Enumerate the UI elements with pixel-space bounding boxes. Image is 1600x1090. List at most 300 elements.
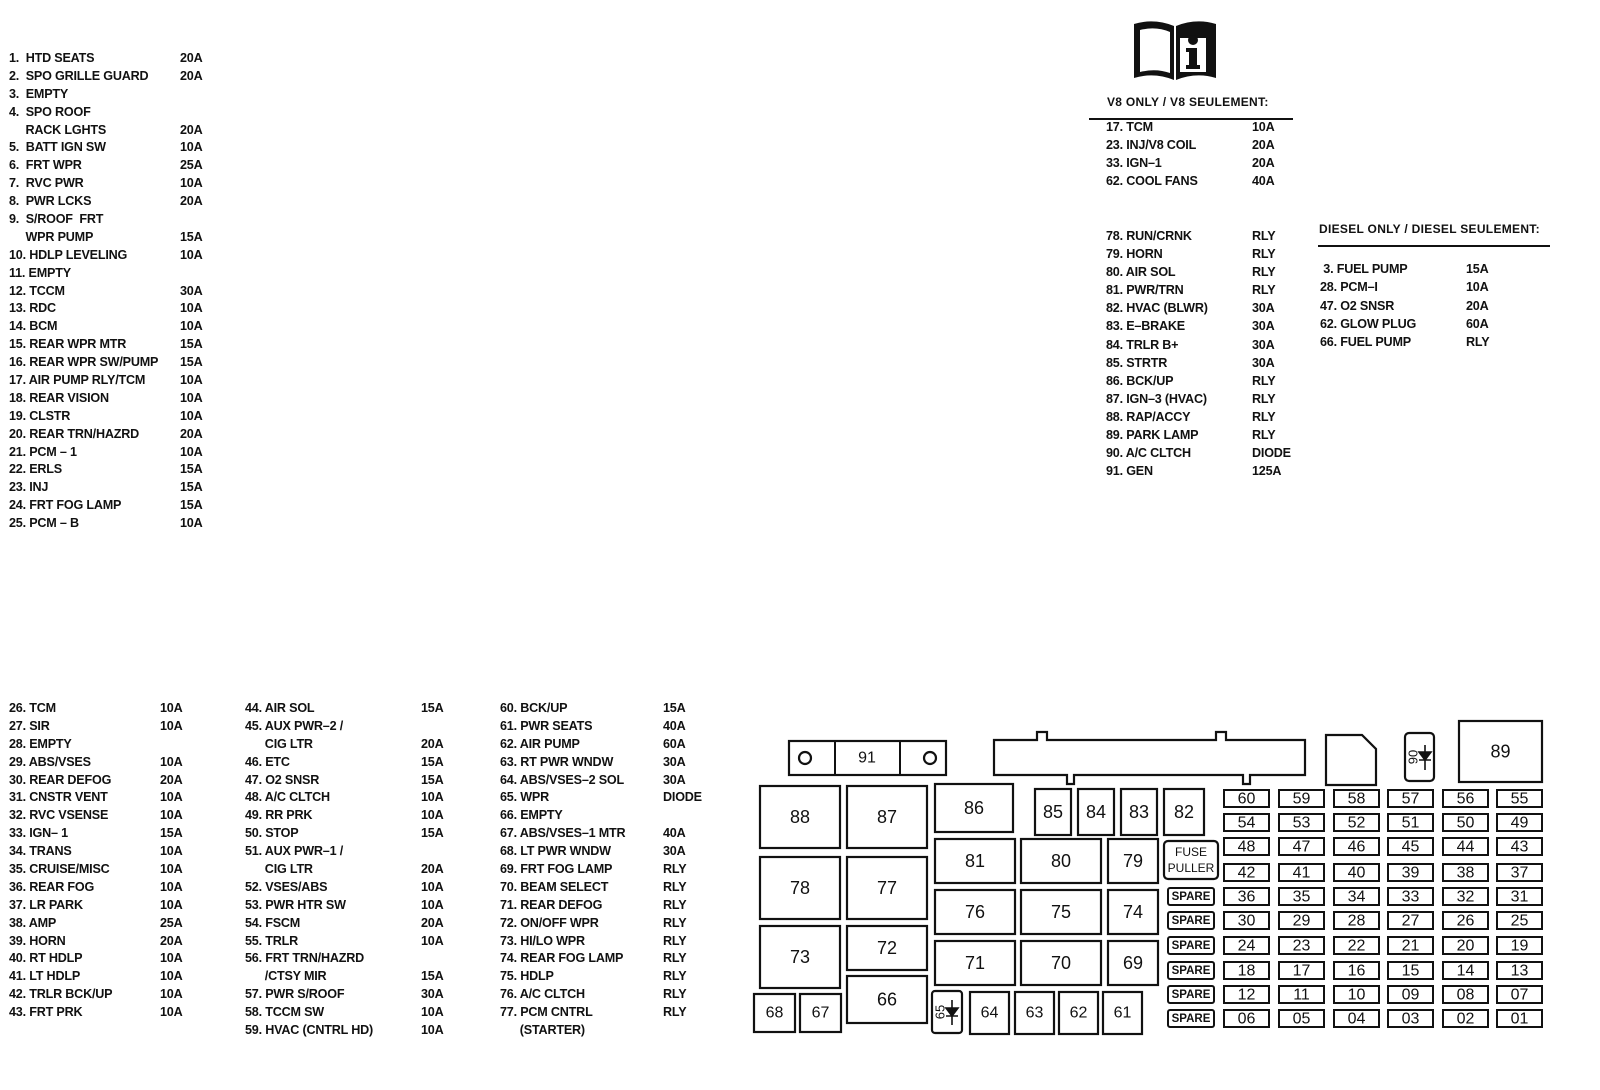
fuse-number-24: 24 xyxy=(1237,937,1256,955)
fuse-puller-label: PULLER xyxy=(1167,861,1215,875)
fuse-number-16: 16 xyxy=(1347,962,1366,980)
fuse-label: 47. O2 SNSR xyxy=(245,772,320,787)
fuse-rating: 10A xyxy=(180,140,203,155)
fuse-rating: 20A xyxy=(160,772,183,787)
fuse-label: 38. AMP xyxy=(9,915,57,930)
fuse-rating: 20A xyxy=(1252,138,1275,153)
fuse-label: 5. BATT IGN SW xyxy=(9,140,106,155)
relay-label-70: 70 xyxy=(1050,953,1072,973)
fuse-rating: 20A xyxy=(1466,298,1489,313)
fuse-rating: 30A xyxy=(1252,355,1275,370)
fuse-label: 60. BCK/UP xyxy=(500,701,568,715)
fuse-label: 4. SPO ROOF xyxy=(9,104,91,119)
relay-label-67: 67 xyxy=(811,1004,830,1022)
fuse-rating: 15A xyxy=(663,701,686,715)
fuse-label: 78. RUN/CRNK xyxy=(1106,229,1192,243)
fuse-label: RACK LGHTS xyxy=(9,122,107,137)
fuse-label: 29. ABS/VSES xyxy=(9,754,91,769)
fuse-label: 66. EMPTY xyxy=(500,808,563,823)
relay-label-74: 74 xyxy=(1122,902,1144,922)
fuse-rating: 10A xyxy=(160,987,183,1002)
relay-socket xyxy=(1326,735,1376,785)
fuse-label: 45. AUX PWR–2 / xyxy=(245,718,344,733)
fuse-rating: 10A xyxy=(180,319,203,334)
fuse-number-12: 12 xyxy=(1237,986,1256,1004)
fuse-label: 55. TRLR xyxy=(245,933,298,948)
fuse-label: 85. STRTR xyxy=(1106,355,1168,370)
fuse-label: 7. RVC PWR xyxy=(9,176,84,191)
fuse-label: 87. IGN–3 (HVAC) xyxy=(1106,391,1207,406)
fuse-label: 3. FUEL PUMP xyxy=(1320,262,1408,276)
terminal-stud xyxy=(924,752,936,764)
fuse-number-36: 36 xyxy=(1237,888,1256,906)
fuse-rating: 10A xyxy=(1252,120,1275,134)
fuse-rating: RLY xyxy=(1252,247,1276,262)
fuse-rating: RLY xyxy=(1252,391,1276,406)
fuse-label: 25. PCM – B xyxy=(9,516,79,531)
fuse-number-28: 28 xyxy=(1347,912,1366,930)
fuse-rating: 15A xyxy=(421,754,444,769)
fuse-label: 58. TCCM SW xyxy=(245,1005,324,1020)
fuse-number-07: 07 xyxy=(1510,986,1529,1004)
fuse-number-54: 54 xyxy=(1237,814,1256,832)
fuse-label: 17. TCM xyxy=(1106,120,1153,134)
fuse-rating: 30A xyxy=(663,844,686,859)
fuse-label: 16. REAR WPR SW/PUMP xyxy=(9,355,159,370)
fuse-label: 27. SIR xyxy=(9,718,50,733)
fuse-label: 61. PWR SEATS xyxy=(500,718,593,733)
fuse-label: 17. AIR PUMP RLY/TCM xyxy=(9,373,146,388)
fuse-number-57: 57 xyxy=(1401,790,1420,808)
fuse-label: 42. TRLR BCK/UP xyxy=(9,987,113,1002)
fuse-label: 59. HVAC (CNTRL HD) xyxy=(245,1023,373,1038)
fuse-number-10: 10 xyxy=(1347,986,1366,1004)
fuse-label: (STARTER) xyxy=(500,1023,585,1038)
fuse-label: 86. BCK/UP xyxy=(1106,373,1174,388)
fuse-rating: 10A xyxy=(160,879,183,894)
fuse-rating: 10A xyxy=(160,862,183,877)
fuse-number-41: 41 xyxy=(1292,864,1311,882)
fuse-label: CIG LTR xyxy=(245,736,313,751)
fuse-label: 62. AIR PUMP xyxy=(500,736,580,751)
fuse-rating: 20A xyxy=(180,426,203,441)
fuse-label: 74. REAR FOG LAMP xyxy=(500,951,624,966)
relay-label-75: 75 xyxy=(1050,902,1072,922)
fuse-number-15: 15 xyxy=(1401,962,1420,980)
fuse-rating: 30A xyxy=(663,772,686,787)
fuse-label: 84. TRLR B+ xyxy=(1106,337,1179,352)
fuse-label: 6. FRT WPR xyxy=(9,158,82,173)
v8-heading: V8 ONLY / V8 SEULEMENT: xyxy=(1107,95,1269,109)
fuse-label: 23. INJ xyxy=(9,480,49,495)
fuse-rating: RLY xyxy=(663,879,687,894)
fuse-rating: RLY xyxy=(1252,373,1276,388)
fuse-label: 54. FSCM xyxy=(245,915,301,930)
fuse-rating: RLY xyxy=(1252,283,1276,298)
fuse-rating: RLY xyxy=(663,1005,687,1020)
fuse-rating: 10A xyxy=(180,408,203,423)
fuse-number-30: 30 xyxy=(1237,912,1256,930)
fuse-rating: RLY xyxy=(663,862,687,877)
fuse-rating: DIODE xyxy=(663,790,702,805)
fuse-number-34: 34 xyxy=(1347,888,1366,906)
relay-label-72: 72 xyxy=(876,938,898,958)
fuse-rating: 60A xyxy=(663,736,686,751)
fuse-rating: 20A xyxy=(180,194,203,209)
fuse-number-20: 20 xyxy=(1456,937,1475,955)
fuse-rating: 10A xyxy=(160,844,183,859)
fuse-rating: 10A xyxy=(180,373,203,388)
fuse-rating: 10A xyxy=(421,897,444,912)
fuse-rating: 10A xyxy=(180,516,203,531)
fuse-number-25: 25 xyxy=(1510,912,1529,930)
fuse-label: 47. O2 SNSR xyxy=(1320,298,1395,313)
fuse-label: 28. EMPTY xyxy=(9,736,72,751)
spare-label: SPARE xyxy=(1171,915,1211,927)
fuse-label: 11. EMPTY xyxy=(9,265,71,280)
fuse-rating: 10A xyxy=(180,176,203,191)
fuse-rating: 10A xyxy=(421,879,444,894)
fuse-rating: 10A xyxy=(160,951,183,966)
fuse-label: 65. WPR xyxy=(500,790,549,805)
fuse-number-48: 48 xyxy=(1237,838,1256,856)
fuse-rating: 60A xyxy=(1466,316,1489,331)
fuse-rating: 15A xyxy=(180,229,203,244)
fuse-label: 76. A/C CLTCH xyxy=(500,987,585,1002)
fuse-label: 33. IGN– 1 xyxy=(9,826,68,841)
fuse-label: 62. COOL FANS xyxy=(1106,174,1198,189)
fuse-label: 18. REAR VISION xyxy=(9,390,109,405)
fuse-rating: 25A xyxy=(180,158,203,173)
fuse-rating: 20A xyxy=(180,51,203,65)
relay-label-66: 66 xyxy=(876,989,898,1010)
fuse-rating: 40A xyxy=(663,826,686,841)
fuse-number-53: 53 xyxy=(1292,814,1311,832)
fuse-rating: RLY xyxy=(1252,428,1276,443)
fuse-number-05: 05 xyxy=(1292,1010,1311,1028)
fuse-label: 68. LT PWR WNDW xyxy=(500,844,611,859)
fuse-label: /CTSY MIR xyxy=(245,969,327,984)
fuse-number-55: 55 xyxy=(1510,790,1529,808)
fuse-rating: 20A xyxy=(421,862,444,877)
fuse-label: 33. IGN–1 xyxy=(1106,156,1162,171)
fuse-label: 23. INJ/V8 COIL xyxy=(1106,138,1197,153)
fuse-label: 14. BCM xyxy=(9,319,58,334)
relay-label-73: 73 xyxy=(789,947,811,967)
relay-label-81: 81 xyxy=(964,851,986,871)
relay-label-71: 71 xyxy=(964,953,986,973)
fuse-label: 41. LT HDLP xyxy=(9,969,81,984)
fuse-rating: 10A xyxy=(160,808,183,823)
fuse-label: 90. A/C CLTCH xyxy=(1106,446,1191,461)
fuse-rating: 15A xyxy=(180,480,203,495)
fuse-rating: 15A xyxy=(180,498,203,513)
fuse-rating: 20A xyxy=(180,68,203,83)
fuse-rating: 20A xyxy=(180,122,203,137)
fuse-number-17: 17 xyxy=(1292,962,1311,980)
fuse-number-42: 42 xyxy=(1237,864,1256,882)
fuse-rating: 10A xyxy=(180,301,203,316)
fuse-label: 64. ABS/VSES–2 SOL xyxy=(500,772,625,787)
fuse-number-04: 04 xyxy=(1347,1010,1366,1028)
fuse-label: 13. RDC xyxy=(9,301,56,316)
spare-label: SPARE xyxy=(1171,1013,1211,1025)
fuse-rating: 10A xyxy=(160,754,183,769)
fuse-number-47: 47 xyxy=(1292,838,1311,856)
relay-label-89: 89 xyxy=(1490,741,1511,762)
fuse-label: 15. REAR WPR MTR xyxy=(9,337,127,352)
fuse-label: 19. CLSTR xyxy=(9,408,71,423)
fuse-label: 67. ABS/VSES–1 MTR xyxy=(500,826,626,841)
fuse-label: 36. REAR FOG xyxy=(9,879,95,894)
fuse-label: WPR PUMP xyxy=(9,229,94,244)
fuse-puller-label: FUSE xyxy=(1174,845,1208,859)
fuse-label: 31. CNSTR VENT xyxy=(9,790,108,805)
fuse-number-43: 43 xyxy=(1510,838,1529,856)
fuse-label: 71. REAR DEFOG xyxy=(500,897,603,912)
fuse-label: 79. HORN xyxy=(1106,247,1163,262)
fuse-rating: 30A xyxy=(663,754,686,769)
fuse-label: 83. E–BRAKE xyxy=(1106,319,1185,334)
fuse-label: 53. PWR HTR SW xyxy=(245,897,346,912)
fuse-rating: 10A xyxy=(180,247,203,262)
relay-label-69: 69 xyxy=(1122,953,1144,973)
fuse-label: 80. AIR SOL xyxy=(1106,265,1176,280)
fuse-number-21: 21 xyxy=(1401,937,1420,955)
fuse-label: 88. RAP/ACCY xyxy=(1106,409,1191,424)
fuse-label: 73. HI/LO WPR xyxy=(500,933,585,948)
fuse-rating: RLY xyxy=(663,987,687,1002)
fuse-label: 91. GEN xyxy=(1106,464,1153,479)
fuse-rating: RLY xyxy=(1252,229,1276,243)
fuse-rating: RLY xyxy=(1252,409,1276,424)
fuse-label: 8. PWR LCKS xyxy=(9,194,92,209)
fuse-label: 69. FRT FOG LAMP xyxy=(500,862,613,877)
fuse-number-02: 02 xyxy=(1456,1010,1475,1028)
fuse-label: 77. PCM CNTRL xyxy=(500,1005,593,1020)
fuse-rating: 15A xyxy=(421,969,444,984)
fuse-number-45: 45 xyxy=(1401,838,1420,856)
fuse-label: 81. PWR/TRN xyxy=(1106,283,1184,298)
fuse-rating: 10A xyxy=(1466,280,1489,295)
fuse-label: 26. TCM xyxy=(9,701,56,715)
fuse-label: 75. HDLP xyxy=(500,969,554,984)
fuse-number-09: 09 xyxy=(1401,986,1420,1004)
fuse-number-31: 31 xyxy=(1510,888,1529,906)
fuse-number-35: 35 xyxy=(1292,888,1311,906)
fuse-number-14: 14 xyxy=(1456,962,1475,980)
fuse-number-50: 50 xyxy=(1456,814,1475,832)
fuse-rating: 125A xyxy=(1252,464,1282,479)
fuse-number-22: 22 xyxy=(1347,937,1366,955)
relay-label-68: 68 xyxy=(765,1004,784,1022)
relay-label-78: 78 xyxy=(789,878,811,898)
fuse-label: 10. HDLP LEVELING xyxy=(9,247,128,262)
fuse-rating: DIODE xyxy=(1252,446,1291,461)
fuse-rating: 25A xyxy=(160,915,183,930)
fuse-rating: 30A xyxy=(1252,337,1275,352)
fuse-label: 43. FRT PRK xyxy=(9,1005,83,1020)
fuse-rating: RLY xyxy=(663,969,687,984)
fuse-rating: 10A xyxy=(160,790,183,805)
fuse-rating: 30A xyxy=(421,987,444,1002)
fuse-label: 72. ON/OFF WPR xyxy=(500,915,599,930)
fuse-rating: 10A xyxy=(421,808,444,823)
fuse-number-13: 13 xyxy=(1510,962,1529,980)
relay-label-79: 79 xyxy=(1122,851,1144,871)
fuse-rating: 30A xyxy=(1252,319,1275,334)
fuse-rating: 10A xyxy=(180,390,203,405)
relay-label-88: 88 xyxy=(789,807,811,827)
fuse-label: 34. TRANS xyxy=(9,844,72,859)
fuse-rating: 15A xyxy=(180,337,203,352)
fuse-rating: RLY xyxy=(663,915,687,930)
fuse-rating: 10A xyxy=(160,969,183,984)
relay-label-87: 87 xyxy=(876,807,898,827)
relay-label-64: 64 xyxy=(980,1004,999,1022)
fuse-number-03: 03 xyxy=(1401,1010,1420,1028)
fuse-rating: 30A xyxy=(180,283,203,298)
relay-label-84: 84 xyxy=(1085,802,1107,822)
fuse-number-52: 52 xyxy=(1347,814,1366,832)
fuse-label: 12. TCCM xyxy=(9,283,65,298)
fuse-label: 82. HVAC (BLWR) xyxy=(1106,301,1208,316)
fuse-label: 1. HTD SEATS xyxy=(9,51,95,65)
fuse-label: CIG LTR xyxy=(245,862,313,877)
relay-label-83: 83 xyxy=(1128,802,1150,822)
fuse-number-37: 37 xyxy=(1510,864,1529,882)
terminal-stud xyxy=(799,752,811,764)
fuse-number-59: 59 xyxy=(1292,790,1311,808)
fuse-label: 28. PCM–I xyxy=(1320,280,1378,295)
fuse-rating: RLY xyxy=(1252,265,1276,280)
fuse-rating: 15A xyxy=(421,772,444,787)
fuse-rating: 30A xyxy=(1252,301,1275,316)
fuse-label: 52. VSES/ABS xyxy=(245,879,328,894)
fuse-rating: 10A xyxy=(180,444,203,459)
fuse-rating: RLY xyxy=(1466,335,1490,350)
fuse-rating: 15A xyxy=(160,826,183,841)
relay-label-63: 63 xyxy=(1025,1004,1044,1022)
fuse-number-29: 29 xyxy=(1292,912,1311,930)
fuse-label: 89. PARK LAMP xyxy=(1106,428,1199,443)
fuse-rating: 20A xyxy=(421,736,444,751)
fuse-label: 51. AUX PWR–1 / xyxy=(245,844,344,859)
fuse-rating: RLY xyxy=(663,897,687,912)
fuse-rating: 10A xyxy=(160,701,183,715)
fuse-label: 62. GLOW PLUG xyxy=(1320,316,1417,331)
fuse-rating: 20A xyxy=(160,933,183,948)
fuse-number-49: 49 xyxy=(1510,814,1529,832)
relay-label-80: 80 xyxy=(1050,851,1072,871)
fuse-rating: 10A xyxy=(421,1023,444,1038)
fuse-rating: 15A xyxy=(421,826,444,841)
fuse-number-44: 44 xyxy=(1456,838,1475,856)
fuse-rating: 10A xyxy=(160,718,183,733)
fuse-rating: 15A xyxy=(180,355,203,370)
fuse-number-01: 01 xyxy=(1510,1010,1529,1028)
fuse-label: 46. ETC xyxy=(245,754,290,769)
fuse-number-26: 26 xyxy=(1456,912,1475,930)
fuse-number-33: 33 xyxy=(1401,888,1420,906)
fuse-rating: 10A xyxy=(421,790,444,805)
relay-label-86: 86 xyxy=(963,798,985,818)
fuse-label: 66. FUEL PUMP xyxy=(1320,335,1411,350)
relay-label-62: 62 xyxy=(1069,1004,1088,1022)
diesel-heading: DIESEL ONLY / DIESEL SEULEMENT: xyxy=(1319,222,1540,236)
fuse-rating: 10A xyxy=(421,1005,444,1020)
fuse-label: 22. ERLS xyxy=(9,462,62,477)
fuse-number-06: 06 xyxy=(1237,1010,1256,1028)
fuse-rating: 40A xyxy=(1252,174,1275,189)
fuse-label: 56. FRT TRN/HAZRD xyxy=(245,951,365,966)
fuse-label: 20. REAR TRN/HAZRD xyxy=(9,426,140,441)
fuse-number-56: 56 xyxy=(1456,790,1475,808)
fuse-label: 63. RT PWR WNDW xyxy=(500,754,614,769)
fuse-number-19: 19 xyxy=(1510,937,1529,955)
fuse-label: 9. S/ROOF FRT xyxy=(9,212,104,227)
fuse-number-60: 60 xyxy=(1237,790,1256,808)
fuse-rating: 15A xyxy=(1466,262,1489,276)
fuse-label: 40. RT HDLP xyxy=(9,951,83,966)
fuse-label: 37. LR PARK xyxy=(9,897,83,912)
fuse-label: 57. PWR S/ROOF xyxy=(245,987,345,1002)
fuse-number-40: 40 xyxy=(1347,864,1366,882)
relay-label-85: 85 xyxy=(1042,802,1064,822)
fuse-number-58: 58 xyxy=(1347,790,1366,808)
fuse-label: 44. AIR SOL xyxy=(245,701,315,715)
fuse-label: 24. FRT FOG LAMP xyxy=(9,498,122,513)
fuse-label: 48. A/C CLTCH xyxy=(245,790,330,805)
fuse-number-18: 18 xyxy=(1237,962,1256,980)
fuse-number-32: 32 xyxy=(1456,888,1475,906)
fuse-label: 49. RR PRK xyxy=(245,808,313,823)
fuse-number-39: 39 xyxy=(1401,864,1420,882)
spare-label: SPARE xyxy=(1171,940,1211,952)
fuse-rating: RLY xyxy=(663,951,687,966)
fuse-rating: 10A xyxy=(421,933,444,948)
fuse-number-46: 46 xyxy=(1347,838,1366,856)
relay-label-90: 90 xyxy=(1405,749,1421,765)
fuse-rating: 10A xyxy=(160,897,183,912)
relay-label-91: 91 xyxy=(858,749,876,767)
fuse-label: 3. EMPTY xyxy=(9,86,69,101)
spare-label: SPARE xyxy=(1171,891,1211,903)
fuse-label: 2. SPO GRILLE GUARD xyxy=(9,68,149,83)
fuse-label: 32. RVC VSENSE xyxy=(9,808,109,823)
relay-label-77: 77 xyxy=(876,878,898,898)
fuse-rating: 15A xyxy=(421,701,444,715)
fuse-label: 70. BEAM SELECT xyxy=(500,879,609,894)
fuse-label: 50. STOP xyxy=(245,826,299,841)
relay-label-61: 61 xyxy=(1113,1004,1132,1022)
relay-label-82: 82 xyxy=(1173,802,1195,822)
fuse-number-27: 27 xyxy=(1401,912,1420,930)
fuse-rating: 10A xyxy=(160,1005,183,1020)
spare-label: SPARE xyxy=(1171,989,1211,1001)
spare-label: SPARE xyxy=(1171,965,1211,977)
fuse-rating: 15A xyxy=(180,462,203,477)
fuse-number-23: 23 xyxy=(1292,937,1311,955)
fuse-label: 30. REAR DEFOG xyxy=(9,772,112,787)
fuse-number-08: 08 xyxy=(1456,986,1475,1004)
fuse-number-51: 51 xyxy=(1401,814,1420,832)
relay-label-65: 65 xyxy=(932,1004,948,1020)
relay-label-76: 76 xyxy=(964,902,986,922)
fuse-rating: 20A xyxy=(421,915,444,930)
fuse-label: 35. CRUISE/MISC xyxy=(9,862,110,877)
fuse-rating: 40A xyxy=(663,718,686,733)
